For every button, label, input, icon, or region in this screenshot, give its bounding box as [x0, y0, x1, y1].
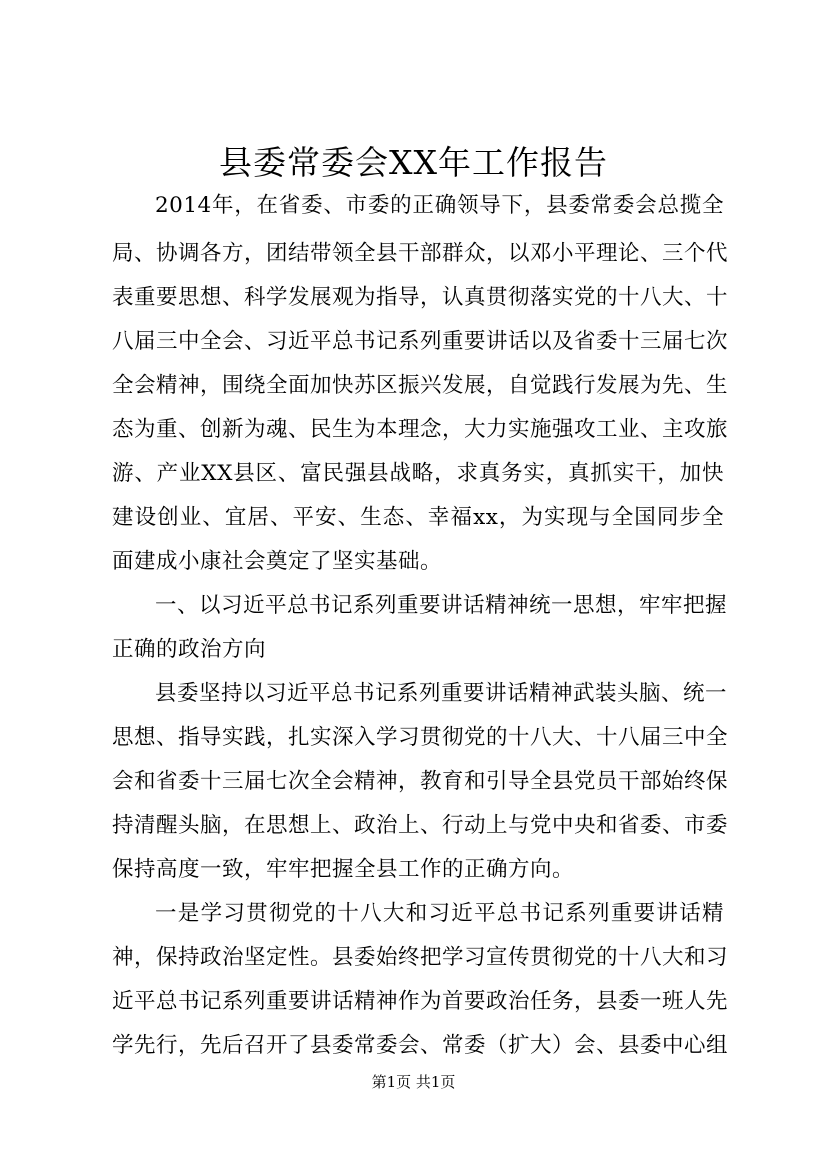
body-line: 持清醒头脑，在思想上、政治上、行动上与党中央和省委、市委	[112, 813, 729, 838]
body-line: 建设创业、宜居、平安、生态、幸福xx，为实现与全国同步全	[112, 505, 724, 530]
document-title: 县委常委会XX年工作报告	[219, 143, 608, 182]
body-line: 表重要思想、科学发展观为指导，认真贯彻落实党的十八大、十	[112, 285, 729, 310]
body-line: 县委坚持以习近平总书记系列重要讲话精神武装头脑、统一	[155, 681, 728, 706]
body-line: 八届三中全会、习近平总书记系列重要讲话以及省委十三届七次	[112, 329, 729, 354]
section-heading-line: 正确的政治方向	[112, 637, 267, 662]
body-line: 思想、指导实践，扎实深入学习贯彻党的十八大、十八届三中全	[112, 725, 729, 750]
body-line: 局、协调各方，团结带领全县干部群众，以邓小平理论、三个代	[112, 241, 729, 266]
body-line: 会和省委十三届七次全会精神，教育和引导全县党员干部始终保	[112, 769, 729, 794]
body-line: 面建成小康社会奠定了坚实基础。	[112, 549, 443, 574]
body-line: 学先行，先后召开了县委常委会、常委（扩大）会、县委中心组	[112, 1033, 729, 1058]
body-line: 一是学习贯彻党的十八大和习近平总书记系列重要讲话精	[155, 901, 724, 926]
body-line: 全会精神，围绕全面加快苏区振兴发展，自觉践行发展为先、生	[112, 373, 729, 398]
page-footer: 第1页 共1页	[371, 1073, 456, 1091]
body-line: 神，保持政治坚定性。县委始终把学习宣传贯彻党的十八大和习	[112, 945, 729, 970]
body-line: 游、产业XX县区、富民强县战略，求真务实，真抓实干，加快	[112, 461, 724, 486]
body-line: 保持高度一致，牢牢把握全县工作的正确方向。	[112, 857, 575, 882]
body-line: 近平总书记系列重要讲话精神作为首要政治任务，县委一班人先	[112, 989, 729, 1014]
body-line: 态为重、创新为魂、民生为本理念，大力实施强攻工业、主攻旅	[112, 417, 729, 442]
body-line: 2014年，在省委、市委的正确领导下，县委常委会总揽全	[155, 193, 724, 218]
section-heading-line: 一、以习近平总书记系列重要讲话精神统一思想，牢牢把握	[155, 593, 728, 618]
